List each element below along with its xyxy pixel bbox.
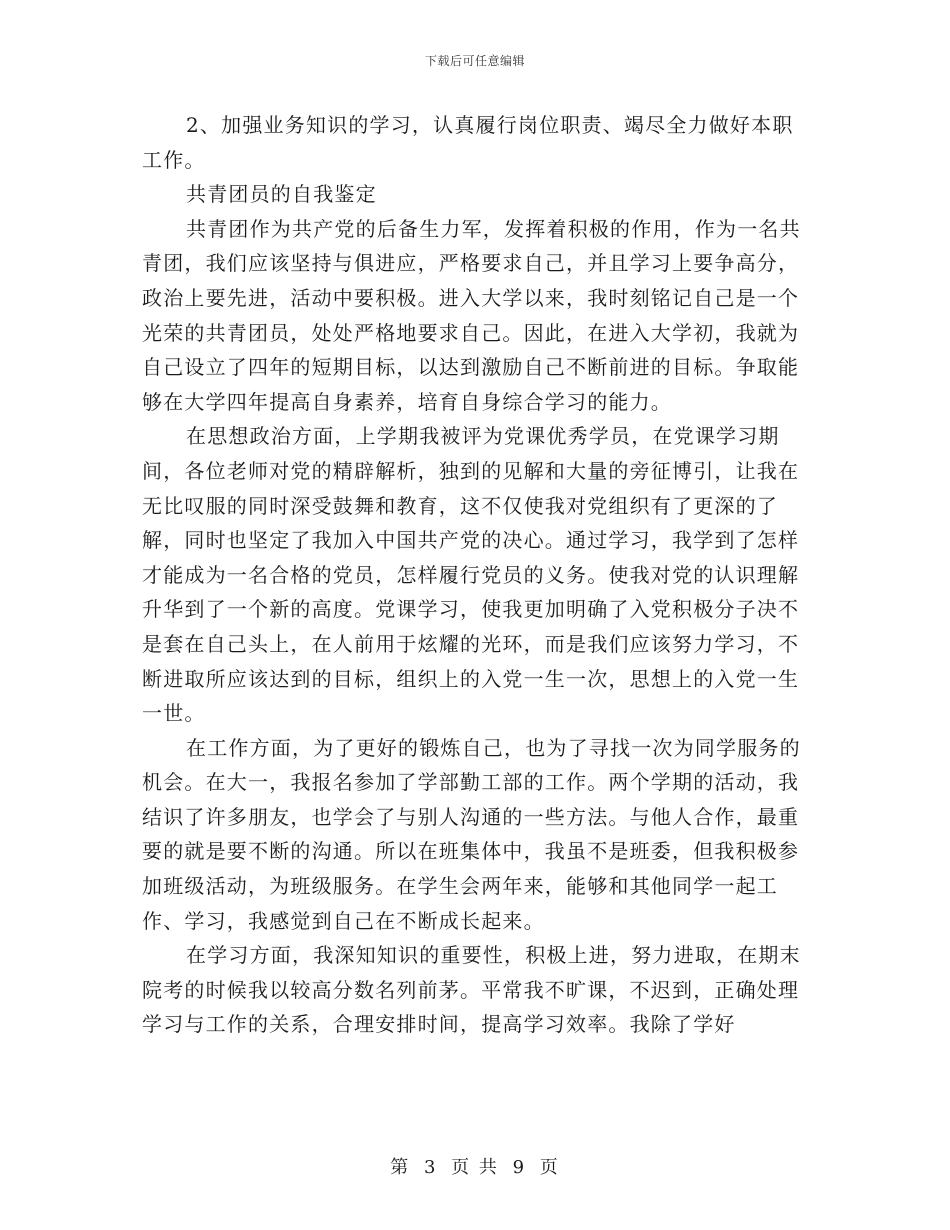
paragraph-political: 在思想政治方面，上学期我被评为党课优秀学员，在党课学习期间，各位老师对党的精辟解析，独到的见解和大量的旁征博引，让我在无比叹服的同时深受鼓舞和教育，这不仅使我对党组织有了更深的了解，同时也坚定了我加入中国共产党的决心。通过学习，我学到了怎样才能成为一名合格的党员，怎样履行党员的义务。使我对党的认识理解升华到了一个新的高度。党课学习，使我更加明确了入党积极分子决不是套在自己头上，在人前用于炫耀的光环，而是我们应该努力学习，不断进取所应该达到的目标，组织上的入党一生一次，思想上的入党一生一世。	[142, 424, 800, 726]
footer-middle: 页 共	[451, 1157, 499, 1178]
page-footer	[0, 1153, 950, 1179]
footer-page-number: 3	[423, 1157, 438, 1178]
footer-suffix: 页	[539, 1157, 560, 1178]
paragraph-work: 在工作方面，为了更好的锻炼自己，也为了寻找一次为同学服务的机会。在大一，我报名参加了学部勤工部的工作。两个学期的活动，我结识了许多朋友，也学会了与别人沟通的一些方法。与他人合作，最重要的就是要不断的沟通。所以在班集体中，我虽不是班委，但我积极参加班级活动，为班级服务。在学生会两年来，能够和其他同学一起工作、学习，我感觉到自己在不断成长起来。	[142, 735, 801, 933]
document-body	[142, 108, 812, 1042]
paragraph-intro: 共青团作为共产党的后备生力军，发挥着积极的作用，作为一名共青团，我们应该坚持与俱进应，严格要求自己，并且学习上要争高分，政治上要先进，活动中要积极。进入大学以来，我时刻铭记自己是一个光荣的共青团员，处处严格地要求自己。因此，在进入大学初，我就为自己设立了四年的短期目标，以达到激励自己不断前进的目标。争取能够在大学四年提高自身素养，培育自身综合学习的能力。	[142, 216, 801, 414]
page-header-note: 下载后可任意编辑	[424, 54, 525, 68]
paragraph-work-item: 2、加强业务知识的学习，认真履行岗位职责、竭尽全力做好本职工作。	[142, 113, 794, 172]
paragraph-study: 在学习方面，我深知知识的重要性，积极上进，努力进取，在期末院考的时候我以较高分数名列前茅。平常我不旷课，不迟到，正确处理学习与工作的关系，合理安排时间，提高学习效率。我除了学好	[142, 943, 801, 1037]
footer-prefix: 第	[390, 1157, 411, 1178]
section-heading: 共青团员的自我鉴定	[186, 182, 377, 207]
footer-total-pages: 9	[512, 1157, 527, 1178]
